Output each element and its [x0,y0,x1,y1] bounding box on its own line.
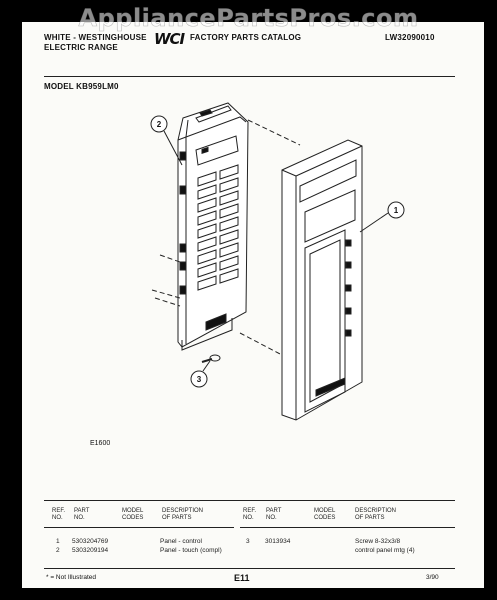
table-row: 3 [246,538,250,545]
brand-line-2: ELECTRIC RANGE [44,43,118,52]
col-ref-no-2: REF. NO. [243,508,257,521]
table-row: 1 [56,538,60,545]
callout-1: 1 [393,206,399,215]
wci-logo: WCI [154,30,185,48]
part-number: 3013934 [265,538,291,545]
header-underline-right [240,527,455,528]
figure-code: E1600 [90,440,111,447]
callout-2: 2 [156,120,162,129]
col-model-codes-2: MODEL CODES [314,508,336,521]
brand-line-1: WHITE - WESTINGHOUSE [44,33,147,42]
catalog-code: LW32090010 [385,33,435,42]
part-description: Panel - control [160,538,202,545]
col-model-codes: MODEL CODES [122,508,144,521]
part-description: Screw 8-32x3/8 [355,538,401,545]
part-number: 5303204769 [72,538,109,545]
col-part-no: PART NO. [74,508,90,521]
page-number: E11 [234,573,250,583]
col-ref-no: REF. NO. [52,508,66,521]
control-panel-part [178,103,248,350]
footer-rule [44,568,455,569]
part-number: 5303209194 [72,547,109,554]
revision-date: 3/90 [426,574,439,581]
part-description: Panel - touch (compl) [160,547,222,554]
col-part-no-2: PART NO. [266,508,282,521]
header-underline-left [44,527,234,528]
watermark: AppliancePartsPros.com [78,4,419,32]
catalog-title: FACTORY PARTS CATALOG [190,33,302,42]
table-top-rule [44,500,455,501]
part-description: control panel mtg (4) [355,547,415,554]
touch-panel-frame-part [282,140,362,420]
col-description: DESCRIPTION OF PARTS [162,508,204,521]
table-row: 2 [56,547,60,554]
footnote: * = Not Illustrated [46,574,97,581]
col-description-2: DESCRIPTION OF PARTS [355,508,397,521]
screw-part [202,355,220,362]
callout-3: 3 [196,375,202,384]
model-number: MODEL KB959LM0 [44,82,119,91]
